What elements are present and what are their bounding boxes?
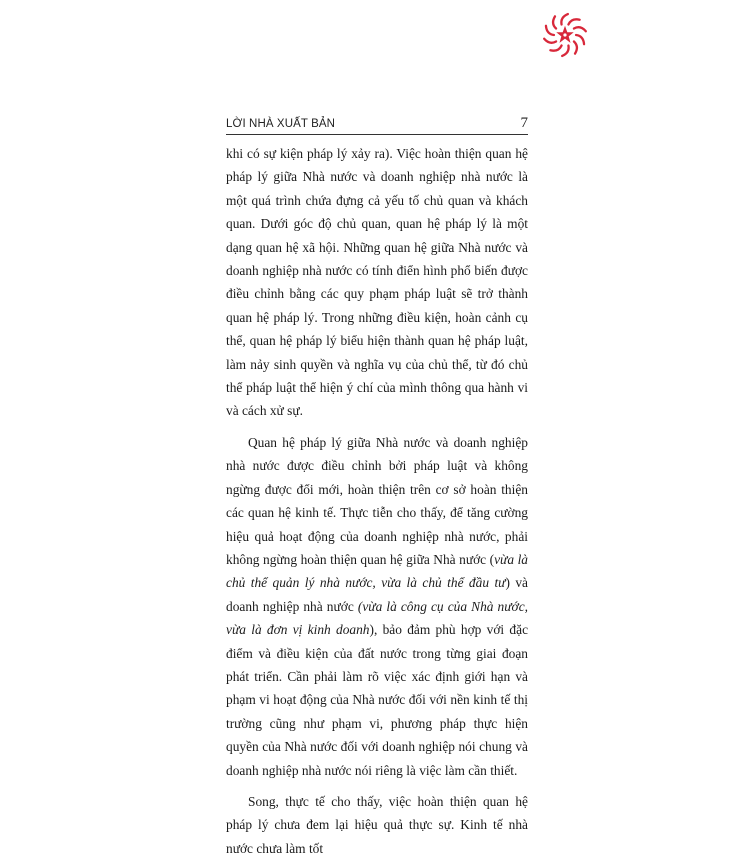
paragraph-3: Song, thực tế cho thấy, việc hoàn thiện quan hệ pháp lý chưa đem lại hiệu quả thực sự. Kinh tế nhà nước chưa làm tốt [226, 793, 528, 856]
paragraph-2-text-e: ), bảo đảm phù hợp với đặc điểm và điều kiện của đất nước trong từng giai đoạn phát triển. Cần phải làm rõ việc xác định giới hạn và phạm vi hoạt động của Nhà nước đối với nền kinh tế thị trường cũng như phạm vi, phương pháp thực hiện quyền của Nhà nước đối với doanh nghiệp nói chung và doanh nghiệp nhà nước nói riêng là việc làm cần thiết. [226, 622, 529, 778]
logo-petal [568, 19, 579, 24]
logo-petal [550, 46, 561, 51]
paragraph-2-text-a: Quan hệ pháp lý giữa Nhà nước và doanh nghiệp nhà nước được điều chỉnh bởi pháp luật và không ngừng được đổi mới, hoàn thiện trên cơ sở hoàn thiện các quan hệ kinh tế. Thực tiễn cho thấy, để tăng cường hiệu quả hoạt động của doanh nghiệp nhà nước, phải không ngừng hoàn thiện quan hệ giữa Nhà nước ( [226, 434, 528, 567]
logo-petal [553, 16, 556, 28]
logo-petal [576, 35, 584, 44]
chapter-title: LỜI NHÀ XUẤT BẢN [226, 118, 336, 130]
logo-petal [561, 14, 567, 24]
logo-petal [574, 27, 586, 31]
publisher-logo-icon [542, 12, 588, 58]
logo-petal [546, 26, 554, 35]
logo-petal [562, 46, 568, 56]
paragraph-1: khi có sự kiện pháp lý xảy ra). Việc hoàn thiện quan hệ pháp lý giữa Nhà nước và doanh nghiệp nhà nước là một quá trình chứa đựng cả yếu tố chủ quan và khách quan. Dưới góc độ chủ quan, quan hệ pháp lý là một dạng quan hệ xã hội. Những quan hệ giữa Nhà nước và doanh nghiệp nhà nước có tính điển hình phổ biến được điều chỉnh bằng các quy phạm pháp luật sẽ trở thành quan hệ pháp lý. Trong những điều kiện, hoàn cảnh cụ thể, quan hệ pháp lý biểu hiện thành quan hệ pháp luật, làm nảy sinh quyền và nghĩa vụ của chủ thể, từ đó chủ thể pháp luật thể hiện ý chí của mình thông qua hành vi và cách xử sự. [226, 146, 528, 419]
paragraph-2-italic-1: vừa là chủ thể quản lý nhà nước, vừa là chủ thể đầu tư [226, 551, 528, 591]
page-number: 7 [520, 115, 528, 131]
running-header [226, 116, 528, 136]
logo-petal [574, 41, 577, 53]
paragraph-2-text-c: ) và doanh nghiệp nhà nước [226, 575, 528, 614]
logo-petal [544, 39, 556, 43]
header-divider [226, 134, 528, 135]
paragraph-2-italic-2: (vừa là công cụ của Nhà nước, vừa là đơn vị kinh doanh [226, 598, 528, 638]
body-text [226, 142, 528, 860]
paragraph-2 [226, 431, 528, 782]
